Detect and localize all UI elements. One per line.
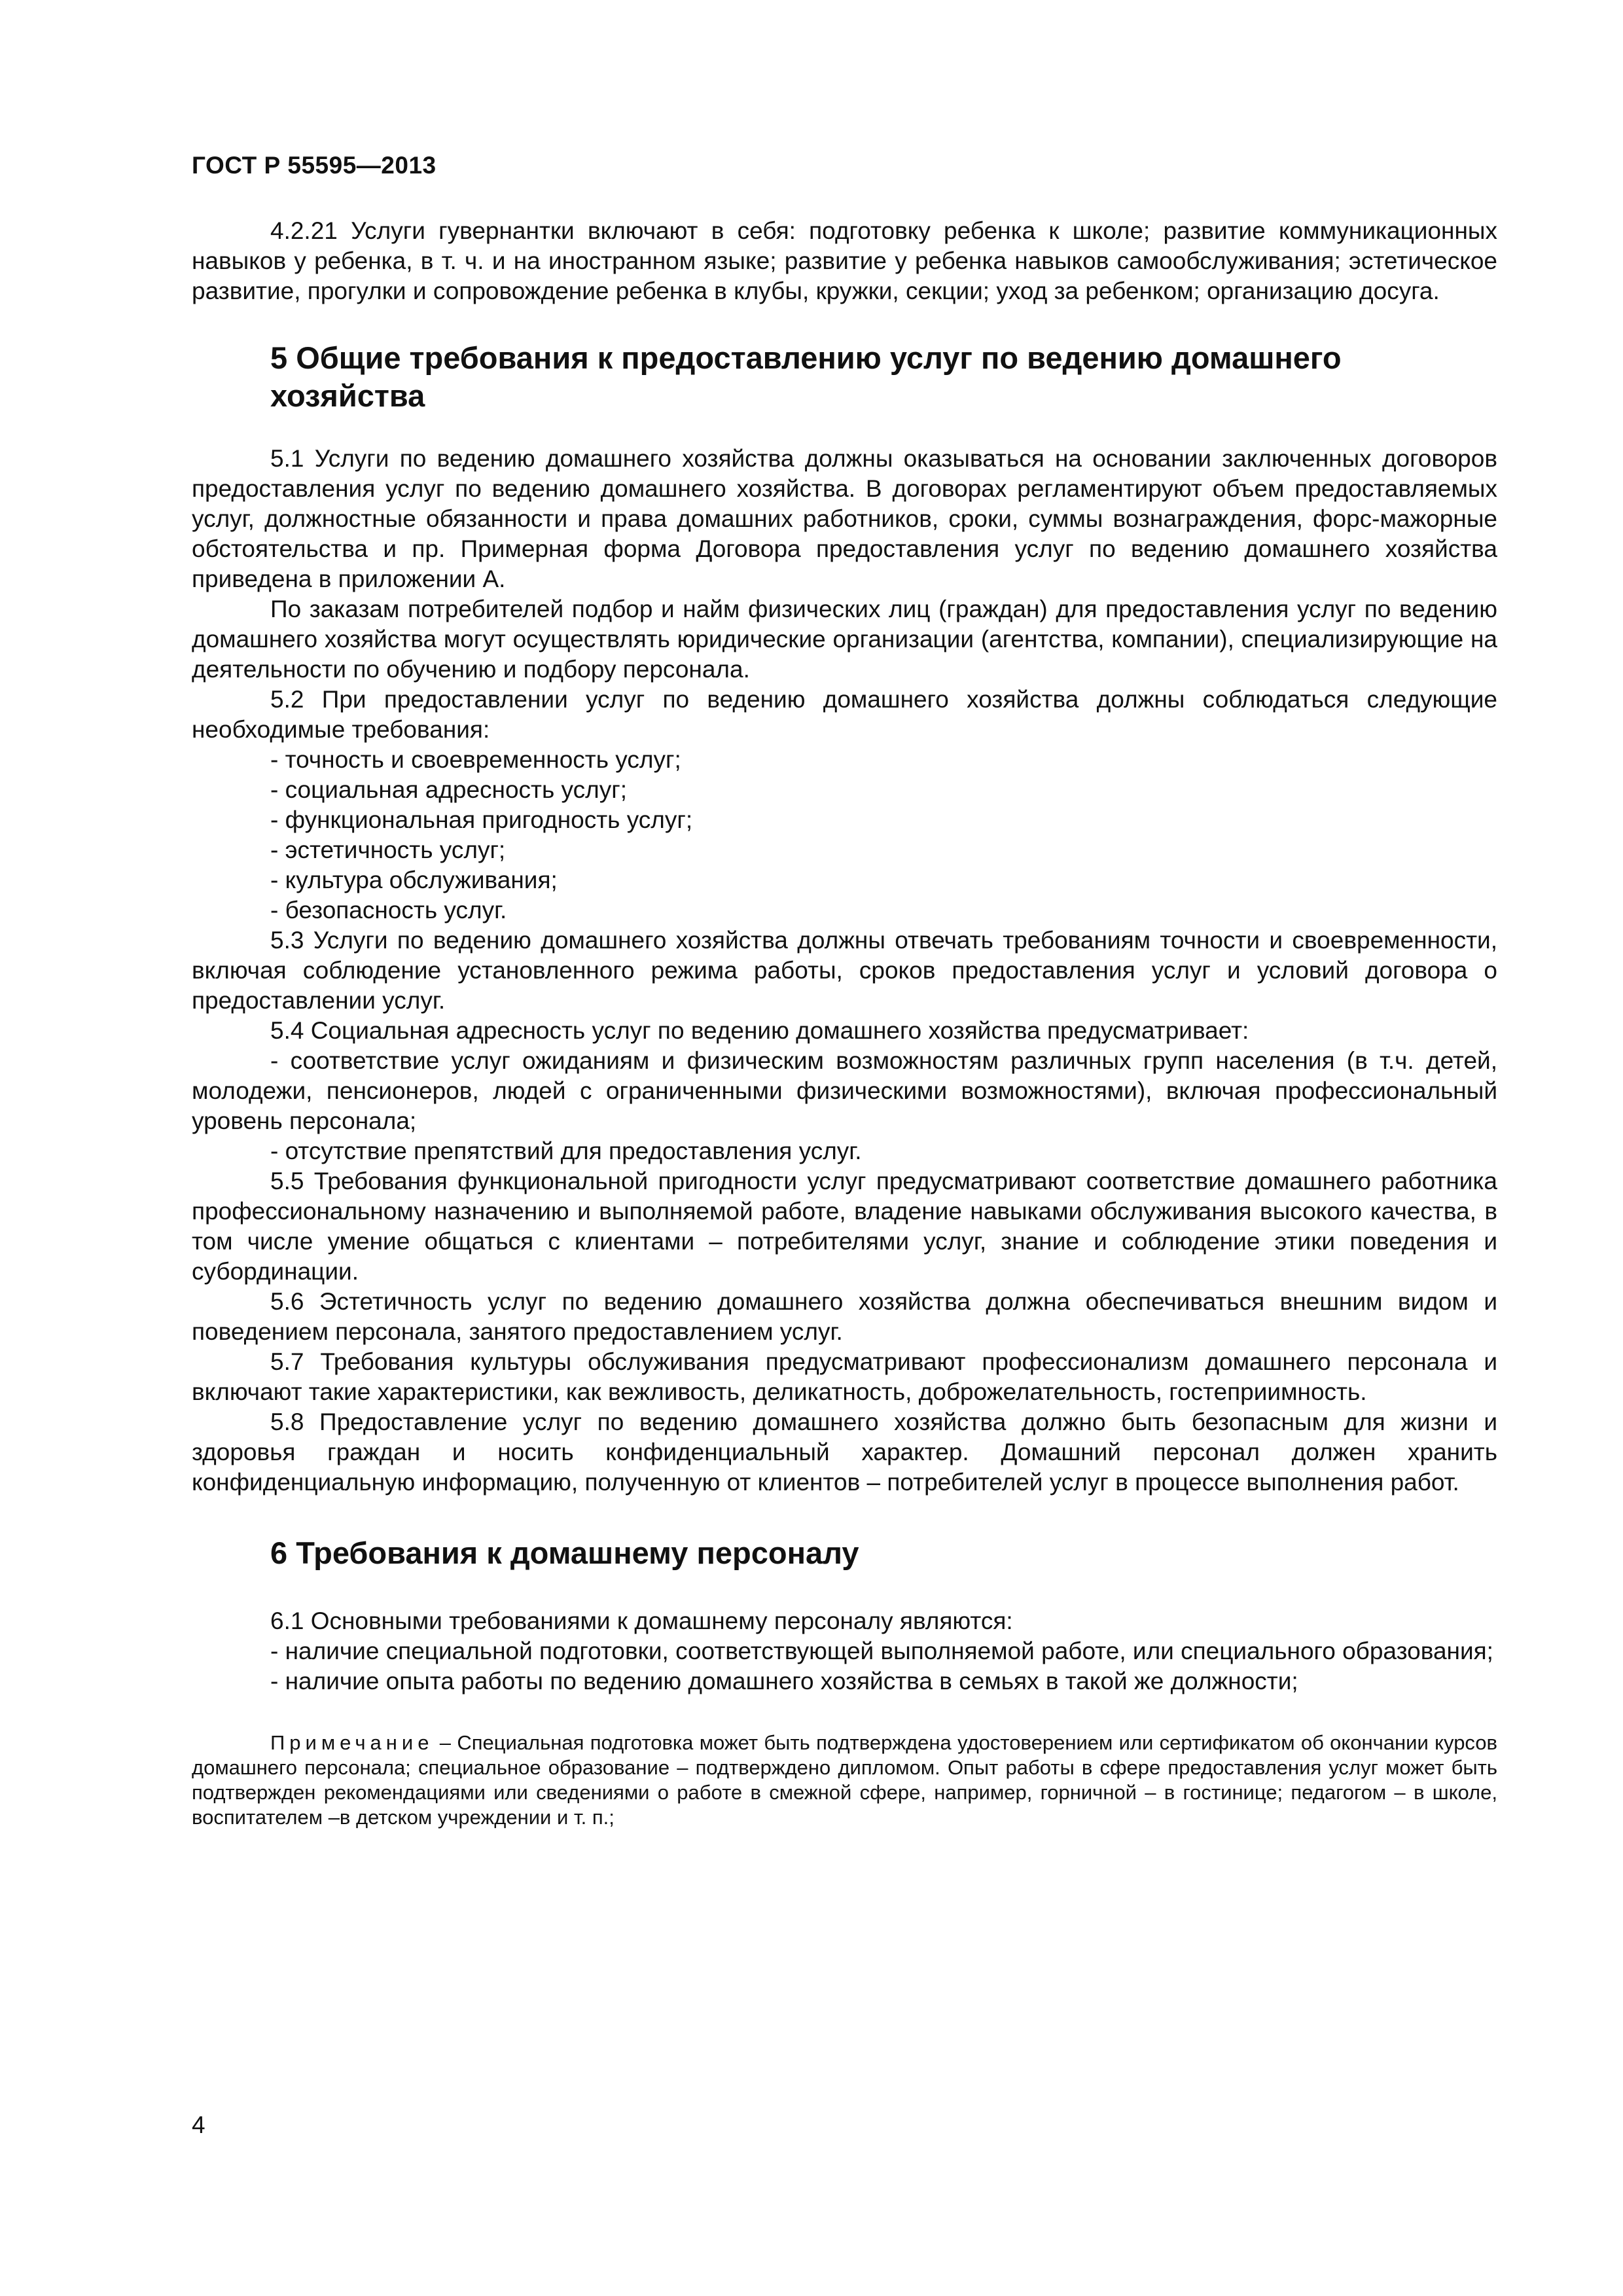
list-item-functional-suitability: - функциональная пригодность услуг; <box>270 806 693 833</box>
paragraph-5-2: 5.2 При предоставлении услуг по ведению домашнего хозяйства должны соблюдаться следующие необходимые требования: <box>192 686 1497 743</box>
page-content <box>192 216 1497 1830</box>
paragraph-5-4-item-b: - отсутствие препятствий для предоставления услуг. <box>270 1138 862 1164</box>
section-6-heading: 6 Требования к домашнему персоналу <box>270 1535 859 1570</box>
note-block <box>192 1731 1497 1830</box>
paragraph-5-7: 5.7 Требования культуры обслуживания предусматривают профессионализм домашнего персонала и включают такие характеристики, как вежливость, деликатность, доброжелательность, гостеприимность. <box>192 1348 1497 1405</box>
note-label: Примечание <box>270 1731 434 1754</box>
list-item-safety: - безопасность услуг. <box>270 897 507 924</box>
paragraph-5-4: 5.4 Социальная адресность услуг по ведению домашнего хозяйства предусматривает: <box>270 1017 1249 1044</box>
paragraph-5-4-item-a: - соответствие услуг ожиданиям и физическим возможностям различных групп населения (в т.ч. детей, молодежи, пенсионеров, людей с ограниченными физическими возможностями), включая профессиональный уровень персонала; <box>192 1047 1497 1134</box>
section-5-heading: 5 Общие требования к предоставлению услуг по ведению домашнего хозяйства <box>270 340 1342 413</box>
paragraph-5-5: 5.5 Требования функциональной пригодности услуг предусматривают соответствие домашнего работника профессиональному назначению и выполняемой работе, владение навыками обслуживания высокого качества, в том числе умение общаться с клиентами – потребителями услуг, знание и соблюдение этики поведения и субординации. <box>192 1168 1497 1285</box>
paragraph-5-1: 5.1 Услуги по ведению домашнего хозяйства должны оказываться на основании заключенных договоров предоставления услуг по ведению домашнего хозяйства. В договорах регламентируют объем предоставляемых услуг, должностные обязанности и права домашних работников, сроки, суммы вознаграждения, форс-мажорные обстоятельства и пр. Примерная форма Договора предоставления услуг по ведению домашнего хозяйства приведена в приложении А. <box>192 445 1497 592</box>
page-number: 4 <box>192 2111 205 2138</box>
paragraph-6-1: 6.1 Основными требованиями к домашнему персоналу являются: <box>270 1607 1013 1634</box>
paragraph-5-1-continuation: По заказам потребителей подбор и найм физических лиц (граждан) для предоставления услуг по ведению домашнего хозяйства могут осуществлять юридические организации (агентства, компании), специализирующие на деятельности по обучению и подбору персонала. <box>192 596 1497 683</box>
list-item-service-culture: - культура обслуживания; <box>270 867 558 893</box>
paragraph-5-8: 5.8 Предоставление услуг по ведению домашнего хозяйства должно быть безопасным для жизни и здоровья граждан и носить конфиденциальный характер. Домашний персонал должен хранить конфиденциальную информацию, полученную от клиентов – потребителей услуг в процессе выполнения работ. <box>192 1408 1497 1496</box>
note-paragraph <box>192 1731 1497 1830</box>
paragraph-4-2-21: 4.2.21 Услуги гувернантки включают в себя: подготовку ребенка к школе; развитие коммуникационных навыков у ребенка, в т. ч. и на иностранном языке; развитие у ребенка навыков самообслуживания; эстетическое развитие, прогулки и сопровождение ребенка в клубы, кружки, секции; уход за ребенком; организацию досуга. <box>192 217 1497 304</box>
list-item-social-targeting: - социальная адресность услуг; <box>270 776 628 803</box>
paragraph-6-1-item-a: - наличие специальной подготовки, соответствующей выполняемой работе, или специального образования; <box>270 1638 1493 1664</box>
paragraph-5-6: 5.6 Эстетичность услуг по ведению домашнего хозяйства должна обеспечиваться внешним видом и поведением персонала, занятого предоставлением услуг. <box>192 1288 1497 1345</box>
list-item-accuracy: - точность и своевременность услуг; <box>270 746 681 773</box>
paragraph-5-3: 5.3 Услуги по ведению домашнего хозяйства должны отвечать требованиям точности и своевременности, включая соблюдение установленного режима работы, сроков предоставления услуг и условий договора о предоставлении услуг. <box>192 927 1497 1014</box>
paragraph-6-1-item-b: - наличие опыта работы по ведению домашнего хозяйства в семьях в такой же должности; <box>270 1668 1298 1695</box>
list-item-aesthetics: - эстетичность услуг; <box>270 836 506 863</box>
note-text: – Специальная подготовка может быть подтверждена удостоверением или сертификатом об окончании курсов домашнего персонала; специальное образование – подтверждено дипломом. Опыт работы в сфере предоставления услуг может быть подтвержден рекомендациями или сведениями о работе в смежной сфере, например, горничной – в гостинице; педагогом – в школе, воспитателем –в детском учреждении и т. п.; <box>192 1731 1497 1829</box>
document-header: ГОСТ Р 55595—2013 <box>192 152 437 179</box>
